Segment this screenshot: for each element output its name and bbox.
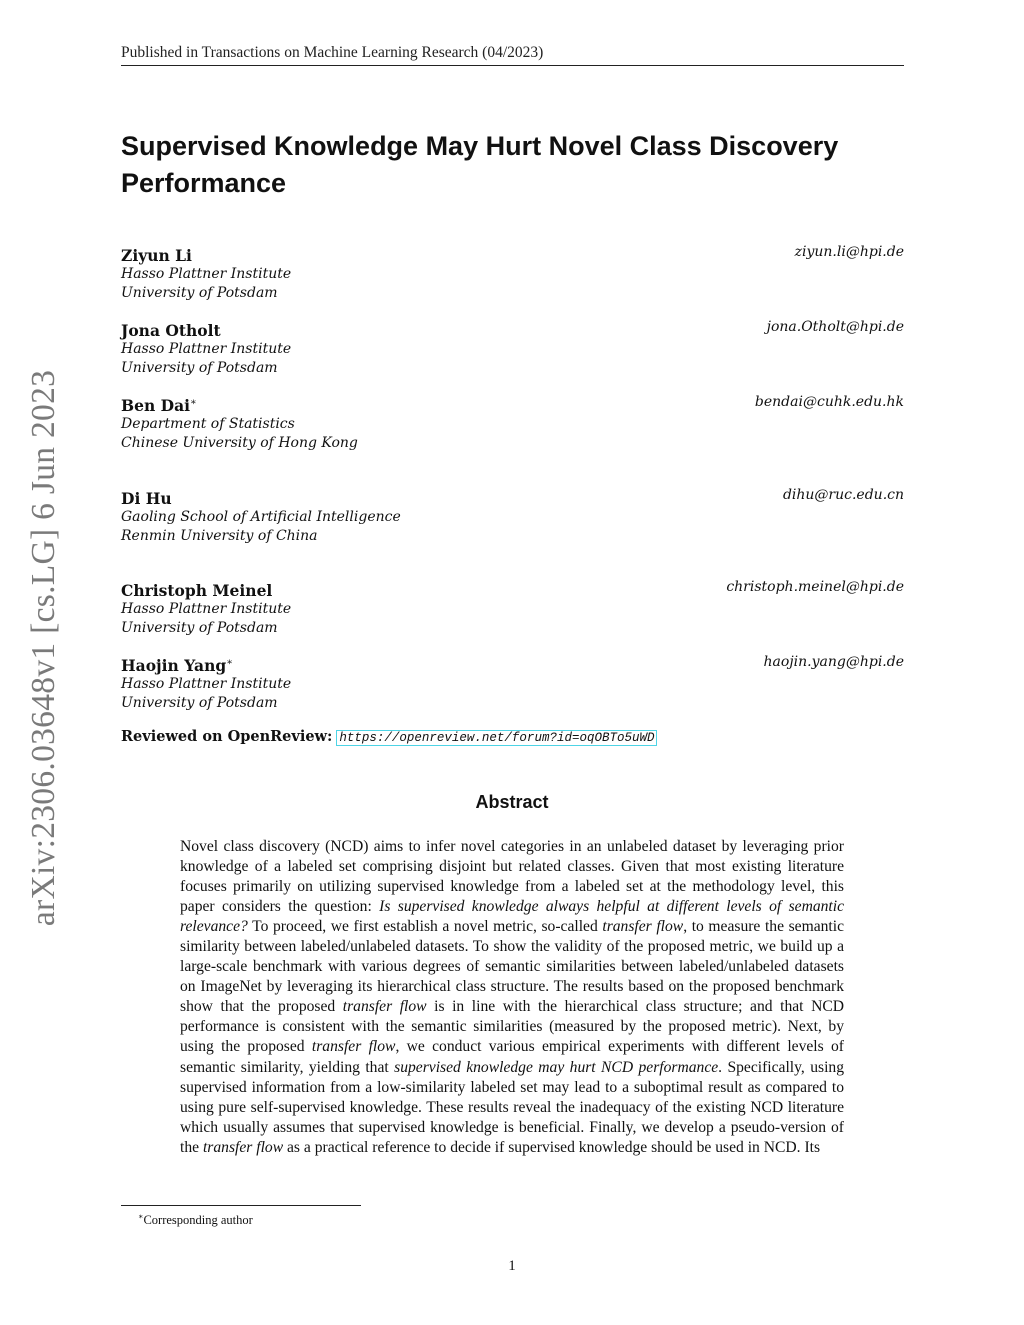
author-name: Haojin Yang∗ bbox=[121, 656, 233, 676]
abstract-emphasis: Is supervised knowledge always helpful at different levels of semantic relevance? bbox=[180, 898, 845, 936]
author-affiliation: Chinese University of Hong Kong bbox=[121, 434, 358, 451]
author-block bbox=[121, 653, 904, 712]
abstract-segment: To proceed, we first establish a novel metric, so-called bbox=[247, 918, 603, 936]
author-affiliation: Hasso Plattner Institute bbox=[121, 601, 292, 618]
author-block bbox=[121, 393, 904, 452]
author-affiliation: Hasso Plattner Institute bbox=[121, 266, 292, 283]
abstract-emphasis: transfer flow bbox=[342, 998, 427, 1016]
author-affiliation: Hasso Plattner Institute bbox=[121, 676, 292, 693]
paper-title: Supervised Knowledge May Hurt Novel Class Discovery Performance bbox=[121, 131, 839, 198]
abstract-emphasis: supervised knowledge may hurt NCD performance bbox=[394, 1058, 719, 1076]
author-email[interactable]: jona.Otholt@hpi.de bbox=[766, 319, 904, 335]
author-affiliation: University of Potsdam bbox=[121, 359, 278, 376]
openreview-line bbox=[121, 727, 657, 748]
openreview-link[interactable]: https://openreview.net/forum?id=oqOBTo5uWD bbox=[336, 730, 657, 746]
author-email[interactable]: ziyun.li@hpi.de bbox=[794, 244, 904, 260]
author-name: Ziyun Li bbox=[121, 246, 192, 266]
abstract-emphasis: transfer flow bbox=[311, 1038, 396, 1056]
author-email[interactable]: dihu@ruc.edu.cn bbox=[782, 487, 904, 503]
author-email[interactable]: bendai@cuhk.edu.hk bbox=[754, 394, 904, 410]
author-block bbox=[121, 486, 904, 545]
author-block bbox=[121, 318, 904, 377]
author-affiliation: University of Potsdam bbox=[121, 284, 278, 301]
running-head: Published in Transactions on Machine Learning Research (04/2023) bbox=[121, 44, 544, 61]
author-block bbox=[121, 243, 904, 302]
author-affiliation: University of Potsdam bbox=[121, 619, 278, 636]
abstract-segment: . Specifically, using supervised information from a low-similarity labeled set may lead to a suboptimal result as compared to using pure self-supervised knowledge. These results reveal the inadequacy of the existing NCD literature which usually assumes that supervised knowledge is beneficial. Finally, we develop a pseudo-version of the bbox=[180, 1058, 844, 1156]
page-number: 1 bbox=[508, 1258, 516, 1274]
header-rule bbox=[121, 65, 904, 66]
author-email[interactable]: christoph.meinel@hpi.de bbox=[726, 579, 904, 595]
footnote-rule bbox=[121, 1205, 361, 1206]
abstract-segment: , to measure the semantic similarity between labeled/unlabeled datasets. To show the validity of the proposed metric, we build up a large-scale benchmark with various degrees of semantic similarities between labeled/unlabeled datasets on ImageNet by leveraging its hierarchical class structure. The results based on the proposed benchmark show that the proposed bbox=[180, 918, 845, 1016]
abstract-segment: , we conduct various empirical experiments with different levels of semantic similarity, yielding that bbox=[180, 1038, 844, 1076]
arxiv-stamp: arXiv:2306.03648v1 [cs.LG] 6 Jun 2023 bbox=[25, 369, 62, 927]
author-affiliation: Department of Statistics bbox=[121, 416, 295, 433]
author-affiliation: University of Potsdam bbox=[121, 694, 278, 711]
author-affiliation: Renmin University of China bbox=[121, 527, 318, 544]
author-name: Di Hu bbox=[121, 489, 172, 509]
abstract-segment: Novel class discovery (NCD) aims to infer novel categories in an unlabeled dataset by leveraging prior knowledge of a labeled set comprising disjoint but related classes. Given that most existing literature focuses primarily on utilizing supervised knowledge from a labeled set at the methodology level, this paper considers the question: bbox=[180, 838, 844, 916]
author-name: Ben Dai∗ bbox=[121, 396, 197, 416]
abstract-segment: as a practical reference to decide if supervised knowledge should be used in NCD. Its bbox=[283, 1138, 821, 1156]
author-affiliation: Hasso Plattner Institute bbox=[121, 341, 292, 358]
openreview-label: Reviewed on OpenReview: bbox=[121, 728, 333, 745]
author-affiliation: Gaoling School of Artificial Intelligence bbox=[121, 509, 401, 526]
abstract-segment: is in line with the hierarchical class structure; and that NCD performance is consistent with the semantic similarities (measured by the proposed metric). Next, by using the proposed bbox=[180, 998, 844, 1056]
author-name: Jona Otholt bbox=[121, 321, 221, 341]
footnote: ∗Corresponding author bbox=[138, 1212, 253, 1228]
abstract-emphasis: transfer flow bbox=[602, 918, 684, 936]
abstract-heading: Abstract bbox=[475, 792, 549, 812]
abstract-text bbox=[180, 837, 844, 1158]
author-email[interactable]: haojin.yang@hpi.de bbox=[763, 654, 904, 670]
abstract-emphasis: transfer flow bbox=[202, 1138, 284, 1156]
author-block bbox=[121, 578, 904, 637]
author-name: Christoph Meinel bbox=[121, 581, 273, 601]
